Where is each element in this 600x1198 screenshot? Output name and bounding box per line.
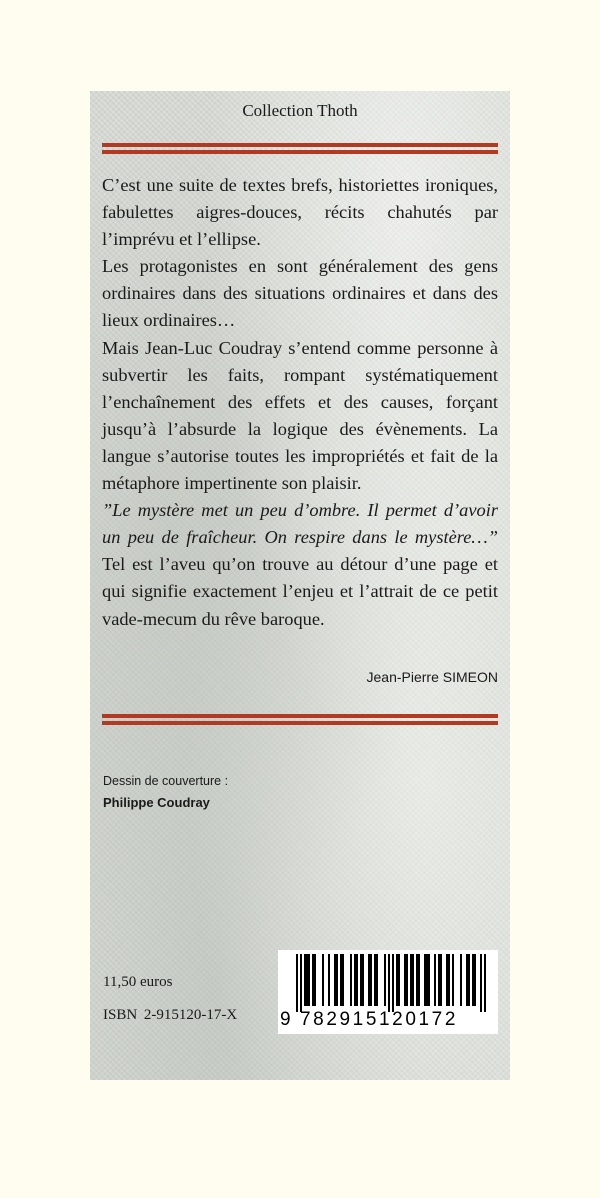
barcode-bar: [418, 954, 420, 1006]
barcode-bar: [404, 954, 406, 1006]
bottom-double-rule: [102, 714, 498, 725]
quote-rest: Tel est l’aveu qu’on trouve au détour d’une page et qui signifie exactement l’enjeu et l’attrait de ce petit vade-mecum du rêve baroque.: [102, 554, 498, 629]
top-double-rule: [102, 143, 498, 154]
barcode-bar: [328, 954, 330, 1006]
barcode-bar: [356, 954, 358, 1006]
barcode-bar: [368, 954, 370, 1006]
blurb-author: Jean-Pierre SIMEON: [366, 669, 498, 685]
barcode-bar: [350, 954, 352, 1006]
collection-title: Collection Thoth: [242, 101, 358, 120]
barcode-bar: [384, 954, 386, 1006]
barcode-bar: [424, 954, 426, 1006]
barcode-bar: [392, 954, 394, 1012]
cover-credit-label: Dessin de couverture :: [103, 774, 229, 788]
back-cover: [90, 91, 510, 1080]
barcode-bar: [354, 954, 356, 1006]
barcode-bar: [468, 954, 470, 1006]
quote-italic: ”Le mystère met un peu d’ombre. Il permet d’avoir un peu de fraîcheur. On respire dans le mystère…”: [102, 500, 498, 548]
barcode-bar: [312, 954, 314, 1006]
barcode-bar: [466, 954, 468, 1006]
blurb-paragraph: Mais Jean-Luc Coudray s’entend comme personne à subvertir les faits, rompant systématiquement l’enchaînement des effets et des causes, forçant jusqu’à l’absurde la logique des évènements. La langue s’autorise toutes les impropriétés et fait de la métaphore impertinente son plaisir.: [102, 337, 498, 494]
barcode-digit-string: 782915120172: [300, 1009, 459, 1030]
barcode-bar: [440, 954, 442, 1006]
barcode-bar: [314, 954, 316, 1006]
barcode-bar: [434, 954, 436, 1006]
barcode-bar: [322, 954, 324, 1006]
barcode-bar: [472, 954, 474, 1006]
barcode-bars: [278, 950, 498, 1012]
barcode-bar: [428, 954, 430, 1006]
rule-line: [102, 150, 498, 154]
barcode-bar: [460, 954, 462, 1006]
barcode-bar: [480, 954, 482, 1012]
barcode-bar: [448, 954, 450, 1006]
barcode: [278, 950, 498, 1034]
cover-credit-name: Philippe Coudray: [103, 795, 210, 810]
barcode-bar: [334, 954, 336, 1006]
barcode-bar: [416, 954, 418, 1006]
barcode-first-digit: 9: [280, 1009, 294, 1030]
barcode-bar: [388, 954, 390, 1012]
barcode-bar: [406, 954, 408, 1006]
barcode-bar: [300, 954, 302, 1012]
barcode-bar: [398, 954, 400, 1006]
barcode-bar: [296, 954, 298, 1012]
barcode-bar: [340, 954, 342, 1006]
barcode-bar: [474, 954, 476, 1006]
barcode-bar: [438, 954, 440, 1006]
isbn: ISBN 2-915120-17-X: [103, 1007, 238, 1023]
barcode-bar: [426, 954, 428, 1006]
barcode-bar: [410, 954, 412, 1006]
barcode-bar: [452, 954, 454, 1006]
rule-line: [102, 721, 498, 725]
barcode-bar: [396, 954, 398, 1006]
barcode-bar: [342, 954, 344, 1006]
barcode-bar: [308, 954, 310, 1006]
barcode-bar: [362, 954, 364, 1006]
barcode-bar: [484, 954, 486, 1012]
price: 11,50 euros: [103, 974, 173, 990]
barcode-bar: [370, 954, 372, 1006]
barcode-bar: [412, 954, 414, 1006]
barcode-bar: [374, 954, 376, 1006]
barcode-bar: [376, 954, 378, 1006]
barcode-bar: [336, 954, 338, 1006]
blurb-paragraph-quote: [102, 497, 498, 632]
blurb-paragraph: Les protagonistes en sont généralement des gens ordinaires dans des situations ordinaires et dans des lieux ordinaires…: [102, 256, 498, 331]
barcode-bar: [306, 954, 308, 1006]
barcode-bar: [360, 954, 362, 1006]
blurb-text: [102, 172, 498, 633]
barcode-bar: [304, 954, 306, 1006]
barcode-digits: [278, 1006, 498, 1034]
blurb-paragraph: C’est une suite de textes brefs, historiettes ironiques, fabulettes aigres-douces, récits chahutés par l’imprévu et l’ellipse.: [102, 175, 498, 250]
barcode-bar: [446, 954, 448, 1006]
